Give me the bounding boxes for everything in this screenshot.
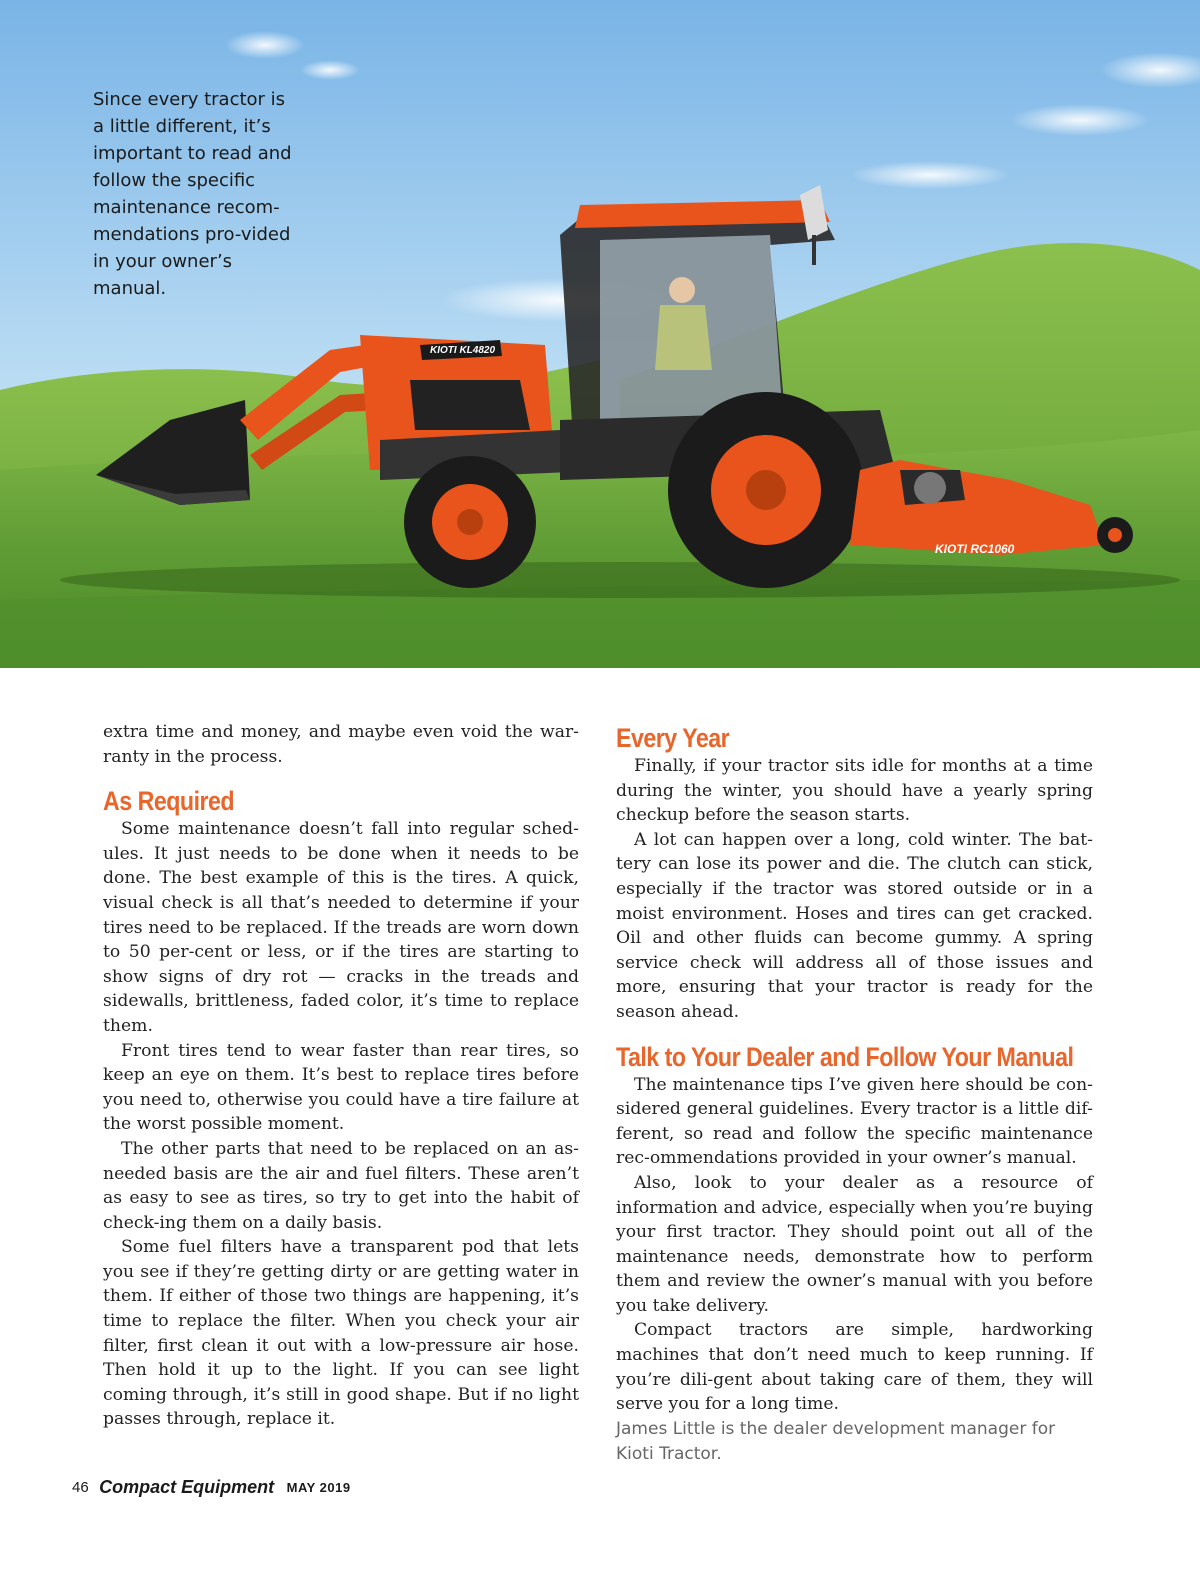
body-paragraph: A lot can happen over a long, cold winter. The bat-tery can lose its power and die. The clutch can stick, especially if the tractor was stored outside or in a moist environment. Hoses and tires can get cracked. Oil and other fluids can become gummy. A spring service check will address all of those issues and more, ensuring that your tractor is ready for the season ahead.	[616, 829, 1093, 1022]
author-bio: James Little is the dealer development manager for Kioti Tractor.	[616, 1418, 1056, 1464]
photo-caption: Since every tractor is a little different, it’s important to read and follow the specific maintenance recom-mendations pro-vided in your owner’s manual.	[93, 89, 292, 299]
body-paragraph: The other parts that need to be replaced on an as-needed basis are the air and fuel filters. These aren’t as easy to see as tires, so try to get into the habit of check-ing them on a daily basis.	[103, 1138, 579, 1233]
magazine-name: Compact Equipment	[99, 1477, 275, 1497]
mower-decal: KIOTI RC1060	[935, 542, 1015, 556]
page-number: 46	[72, 1479, 89, 1496]
body-paragraph: Also, look to your dealer as a resource of information and advice, especially when you’re buying your first tractor. They should point out all of the maintenance needs, demonstrate how to perform them and review the owner’s manual with you before you take delivery.	[616, 1172, 1093, 1316]
body-paragraph: Some maintenance doesn’t fall into regular sched-ules. It just needs to be done when it needs to be done. The best example of this is the tires. A quick, visual check is all that’s needed to determine if your tires need to be replaced. If the treads are worn down to 50 per-cent or less, or if the tires are starting to show signs of dry rot — cracks in the treads and sidewalls, brittleness, faded color, it’s time to replace them.	[103, 819, 579, 1036]
hero-photo	[0, 0, 1200, 668]
body-paragraph: Some fuel filters have a transparent pod that lets you see if they’re getting dirty or are getting water in them. If either of those two things are happening, it’s time to replace the filter. When you check your air filter, first clean it out with a low-pressure air hose. Then hold it up to the light. If you can see light coming through, it’s still in good shape. But if no light passes through, replace it.	[103, 1237, 579, 1430]
right-column	[616, 722, 1093, 1467]
body-paragraph: The maintenance tips I’ve given here should be con-sidered general guidelines. Every tractor is a little dif-ferent, so read and follow the specific maintenance rec-ommendations provided in your owner’s manual.	[616, 1074, 1093, 1169]
issue-date: MAY 2019	[286, 1480, 351, 1495]
section-heading-as-required: As Required	[103, 786, 235, 817]
page-footer	[72, 1477, 351, 1498]
left-column	[103, 720, 579, 1432]
body-paragraph: Compact tractors are simple, hardworking machines that don’t need much to keep running. If you’re dili-gent about taking care of them, they will serve you for a long time.	[616, 1320, 1093, 1415]
intro-paragraph: extra time and money, and maybe even void the war-ranty in the process.	[103, 722, 579, 767]
loader-decal: KIOTI KL4820	[430, 345, 496, 356]
body-paragraph: Finally, if your tractor sits idle for months at a time during the winter, you should have a yearly spring checkup before the season starts.	[616, 756, 1093, 826]
section-heading-every-year: Every Year	[616, 723, 730, 753]
body-paragraph: Front tires tend to wear faster than rear tires, so keep an eye on them. It’s best to replace tires before you need to, otherwise you could have a tire failure at the worst possible moment.	[103, 1040, 579, 1135]
section-heading-talk-to-dealer: Talk to Your Dealer and Follow Your Manual	[616, 1041, 1074, 1072]
